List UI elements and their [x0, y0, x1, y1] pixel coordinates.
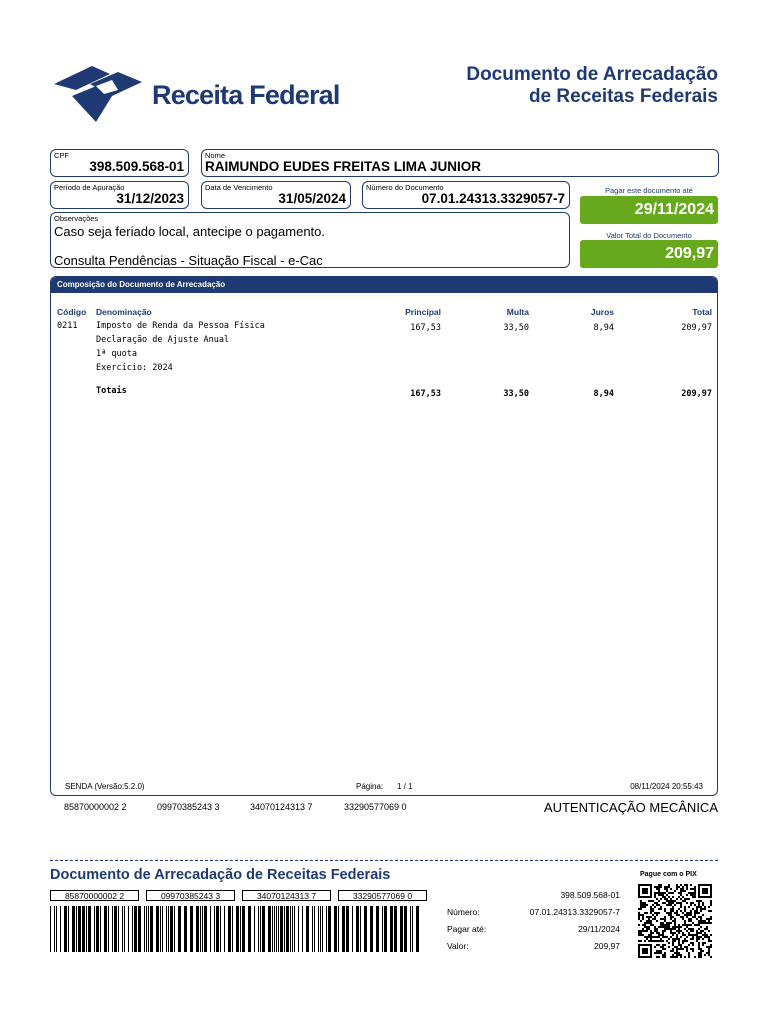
- comprovante-valor-label: Valor:: [447, 941, 469, 951]
- col-total: Total: [692, 307, 712, 317]
- vencimento-field: Data de Vencimento 31/05/2024: [201, 181, 351, 209]
- col-codigo: Código: [57, 307, 87, 317]
- row-total: 209,97: [681, 323, 712, 333]
- observacao-line2: Consulta Pendências - Situação Fiscal - e-Cac: [54, 253, 323, 268]
- linha-campo-3: 34070124313 7: [250, 802, 313, 812]
- pix-qr-code-icon: [638, 884, 712, 958]
- totais-juros: 8,94: [593, 389, 614, 399]
- autenticacao-mecanica: AUTENTICAÇÃO MECÂNICA: [543, 800, 718, 815]
- row-juros: 8,94: [593, 323, 614, 333]
- barcode-icon: [50, 906, 422, 952]
- col-principal: Principal: [405, 307, 441, 317]
- brand-name: Receita Federal: [152, 80, 340, 110]
- comprovante-title: Documento de Arrecadação de Receitas Federais: [50, 867, 391, 883]
- totais-principal: 167,53: [410, 389, 441, 399]
- row-desc1: Imposto de Renda da Pessoa Física: [96, 321, 265, 331]
- totais-total: 209,97: [681, 389, 712, 399]
- comprovante-pagar-label: Pagar até:: [447, 924, 487, 934]
- row-principal: 167,53: [410, 323, 441, 333]
- col-juros: Juros: [590, 307, 614, 317]
- document-title: Documento de Arrecadação de Receitas Federais: [466, 64, 718, 107]
- data-hora: 08/11/2024 20:55:43: [630, 782, 703, 791]
- row-desc3: 1ª quota: [96, 349, 137, 359]
- pagina-value: 1 / 1: [397, 782, 413, 791]
- nome-field: Nome RAIMUNDO EUDES FREITAS LIMA JUNIOR: [201, 149, 719, 177]
- receita-federal-logo-icon: [52, 64, 148, 126]
- row-desc2: Declaração de Ajuste Anual: [96, 335, 230, 345]
- pix-label: Pague com o PIX: [640, 871, 697, 878]
- row-multa: 33,50: [503, 323, 529, 333]
- periodo-field: Período de Apuração 31/12/2023: [50, 181, 189, 209]
- barcode-campo-3: 34070124313 7: [242, 890, 331, 901]
- col-multa: Multa: [506, 307, 529, 317]
- sistema-versao: SENDA (Versão:5.2.0): [65, 782, 145, 791]
- valor-total-value: 209,97: [580, 240, 718, 268]
- cpf-field: CPF 398.509.568-01: [50, 149, 189, 177]
- cut-line: [50, 860, 718, 861]
- col-denominacao: Denominação: [96, 307, 152, 317]
- barcode-campo-1: 85870000002 2: [50, 890, 139, 901]
- row-desc4: Exercício: 2024: [96, 363, 173, 373]
- numero-field: Número do Documento 07.01.24313.3329057-7: [362, 181, 570, 209]
- barcode-campo-4: 33290577069 0: [338, 890, 427, 901]
- comprovante-pagar: 29/11/2024: [578, 924, 620, 934]
- observacao-line1: Caso seja feriado local, antecipe o pagamento.: [54, 224, 326, 239]
- pagar-ate-value: 29/11/2024: [580, 196, 718, 224]
- barcode-campo-2: 09970385243 3: [146, 890, 235, 901]
- totais-multa: 33,50: [503, 389, 529, 399]
- linha-campo-2: 09970385243 3: [157, 802, 220, 812]
- composicao-title: Composição do Documento de Arrecadação: [51, 277, 717, 293]
- valor-total-label: Valor Total do Documento: [606, 231, 692, 240]
- comprovante-cpf: 398.509.568-01: [560, 890, 620, 900]
- linha-campo-1: 85870000002 2: [64, 802, 127, 812]
- pagina-label: Página:: [356, 782, 384, 791]
- comprovante-numero: 07.01.24313.3329057-7: [529, 907, 620, 917]
- pagar-ate-label: Pagar este documento até: [605, 186, 693, 195]
- linha-campo-4: 33290577069 0: [344, 802, 407, 812]
- composicao-section: [50, 276, 718, 796]
- observacoes-field: Observações Caso seja feriado local, antecipe o pagamento. Consulta Pendências - Situação Fiscal - e-Cac: [50, 212, 570, 268]
- totais-label: Totais: [96, 386, 127, 396]
- comprovante-valor: 209,97: [594, 941, 620, 951]
- comprovante-numero-label: Número:: [447, 907, 480, 917]
- row-codigo: 0211: [57, 321, 78, 331]
